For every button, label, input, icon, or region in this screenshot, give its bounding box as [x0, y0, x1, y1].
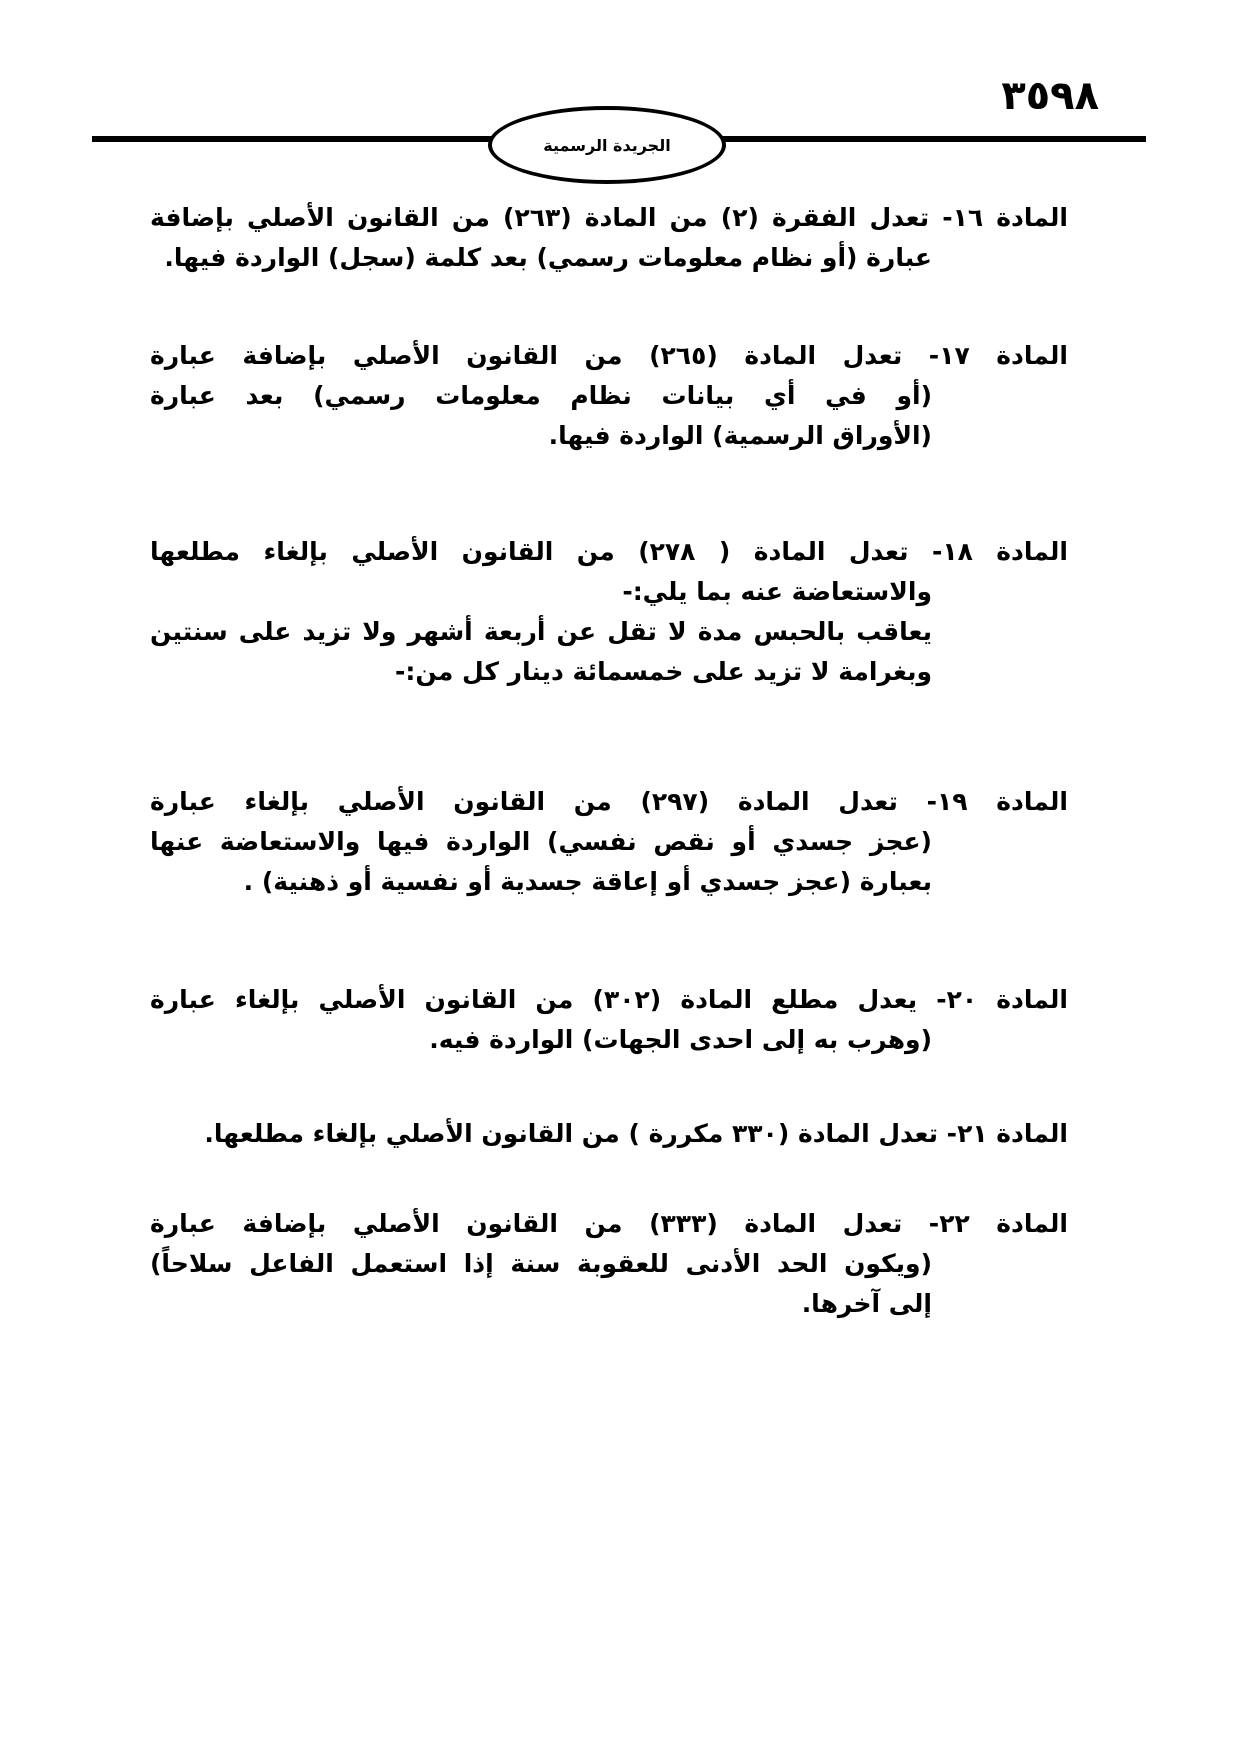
article-19-heading-line: المادة ١٩- تعدل المادة (٢٩٧) من القانون الأصلي بإلغاء عبارة	[150, 787, 1068, 816]
document-body	[150, 198, 1068, 1364]
article-22-line-3: إلى آخرها.	[801, 1289, 932, 1318]
article-22	[150, 1204, 1068, 1364]
article-17-line-3: (الأوراق الرسمية) الواردة فيها.	[548, 421, 932, 450]
article-21-heading-line: المادة ٢١- تعدل المادة (٣٣٠ مكررة ) من القانون الأصلي بإلغاء مطلعها.	[204, 1119, 1068, 1148]
article-21	[150, 1114, 1068, 1204]
article-20-line-2: (وهرب به إلى احدى الجهات) الواردة فيه.	[429, 1025, 932, 1054]
article-18-line-3: يعاقب بالحبس مدة لا تقل عن أربعة أشهر ولا تزيد على سنتين	[150, 617, 932, 646]
article-20	[150, 980, 1068, 1114]
page-number: ٣٥٩٨	[1001, 73, 1099, 119]
article-16	[150, 198, 1068, 336]
masthead-oval	[488, 106, 726, 184]
article-16-heading-line: المادة ١٦- تعدل الفقرة (٢) من المادة (٢٦٣) من القانون الأصلي بإضافة	[150, 203, 1068, 232]
article-22-line-2: (ويكون الحد الأدنى للعقوبة سنة إذا استعمل الفاعل سلاحاً)	[150, 1249, 932, 1278]
article-16-line-2: عبارة (أو نظام معلومات رسمي) بعد كلمة (سجل) الواردة فيها.	[164, 243, 932, 272]
article-19-line-2: (عجز جسدي أو نقص نفسي) الواردة فيها والاستعاضة عنها	[150, 827, 932, 856]
article-22-heading-line: المادة ٢٢- تعدل المادة (٣٣٣) من القانون الأصلي بإضافة عبارة	[150, 1209, 1068, 1238]
article-18-line-2: والاستعاضة عنه بما يلي:-	[622, 577, 932, 606]
article-19	[150, 782, 1068, 980]
article-17-line-2: (أو في أي بيانات نظام معلومات رسمي) بعد عبارة	[150, 381, 932, 410]
article-17-heading-line: المادة ١٧- تعدل المادة (٢٦٥) من القانون الأصلي بإضافة عبارة	[150, 341, 1068, 370]
article-19-line-3: بعبارة (عجز جسدي أو إعاقة جسدية أو نفسية أو ذهنية) .	[243, 867, 932, 896]
article-18-line-4: وبغرامة لا تزيد على خمسمائة دينار كل من:-	[395, 657, 932, 686]
article-17	[150, 336, 1068, 532]
article-18-heading-line: المادة ١٨- تعدل المادة ( ٢٧٨) من القانون الأصلي بإلغاء مطلعها	[150, 537, 1068, 566]
article-18	[150, 532, 1068, 782]
masthead-title: الجريدة الرسمية	[543, 135, 671, 155]
article-20-heading-line: المادة ٢٠- يعدل مطلع المادة (٣٠٢) من القانون الأصلي بإلغاء عبارة	[150, 985, 1068, 1014]
